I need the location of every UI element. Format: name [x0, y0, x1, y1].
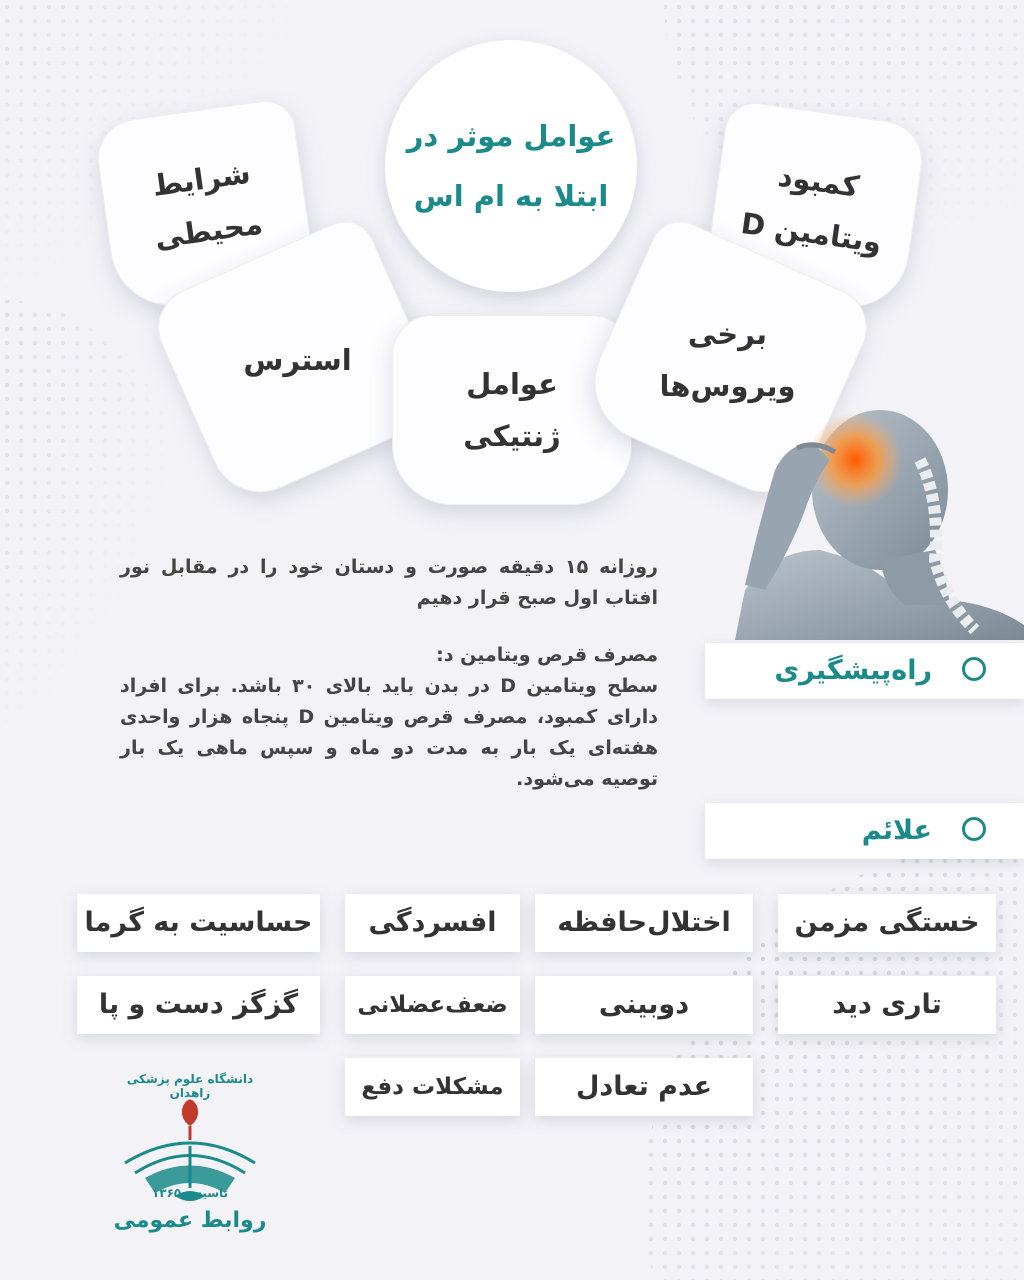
symptom-pill: عدم تعادل: [535, 1058, 753, 1116]
factor-line2: ویتامین D: [738, 206, 884, 260]
factor-line2: محیطی: [152, 206, 265, 256]
symptom-pill: حساسیت به گرما: [77, 894, 320, 952]
symptom-pill: گزگز دست و پا: [77, 976, 320, 1034]
prevention-paragraph-1: روزانه ۱۵ دقیقه صورت و دستان خود را در مقابل نور افتاب اول صبح قرار دهیم: [120, 556, 658, 609]
symptoms-heading: [705, 803, 1024, 859]
symptoms-heading-label: علائم: [861, 815, 932, 846]
title-circle: [385, 40, 637, 292]
factor-line1: کمبود: [776, 158, 862, 204]
prevention-paragraph-2: سطح ویتامین D در بدن باید بالای ۳۰ باشد. برای افراد دارای کمبود، مصرف قرص ویتامین D پنجاه هزار واحدی هفته‌ای یک بار به مدت دو ماه و سپس ماهی یک بار توصیه می‌شود.: [120, 675, 658, 790]
circle-bullet-icon: [962, 657, 986, 681]
factor-line2: ژنتیکی: [463, 419, 561, 453]
factor-line1: برخی: [687, 317, 768, 351]
logo-department: روابط عمومی: [113, 1208, 267, 1233]
prevention-heading: [705, 643, 1024, 699]
symptom-pill: تاری دید: [778, 976, 996, 1034]
symptom-pill: افسردگی: [345, 894, 520, 952]
factor-line2: ویروس‌ها: [659, 369, 796, 403]
title-line2: ابتلا به ام اس: [413, 179, 609, 213]
university-logo: [105, 1068, 275, 1248]
symptom-pill: دوبینی: [535, 976, 753, 1034]
circle-bullet-icon: [962, 817, 986, 841]
logo-founded: تاسیس ۱۳۶۵: [151, 1186, 229, 1200]
title-line1: عوامل موثر در: [406, 119, 616, 153]
symptom-pill: اختلال‌حافظه: [535, 894, 753, 952]
symptom-pill: مشکلات دفع: [345, 1058, 520, 1116]
factor-line1: شرایط: [150, 155, 253, 203]
headache-illustration: [735, 400, 1024, 640]
symptom-pill: ضعف‌عضلانی: [345, 976, 520, 1034]
prevention-heading-label: راه‌پیشگیری: [774, 655, 932, 686]
factor-line1: استرس: [243, 343, 352, 377]
symptom-pill: خستگی مزمن: [778, 894, 996, 952]
logo-arc-text: دانشگاه علوم پزشکی زاهدان: [126, 1072, 254, 1100]
factor-card-genetics: [392, 315, 632, 505]
prevention-paragraph-2-title: مصرف قرص ویتامین د:: [436, 644, 658, 666]
factor-line1: عوامل: [466, 367, 558, 401]
